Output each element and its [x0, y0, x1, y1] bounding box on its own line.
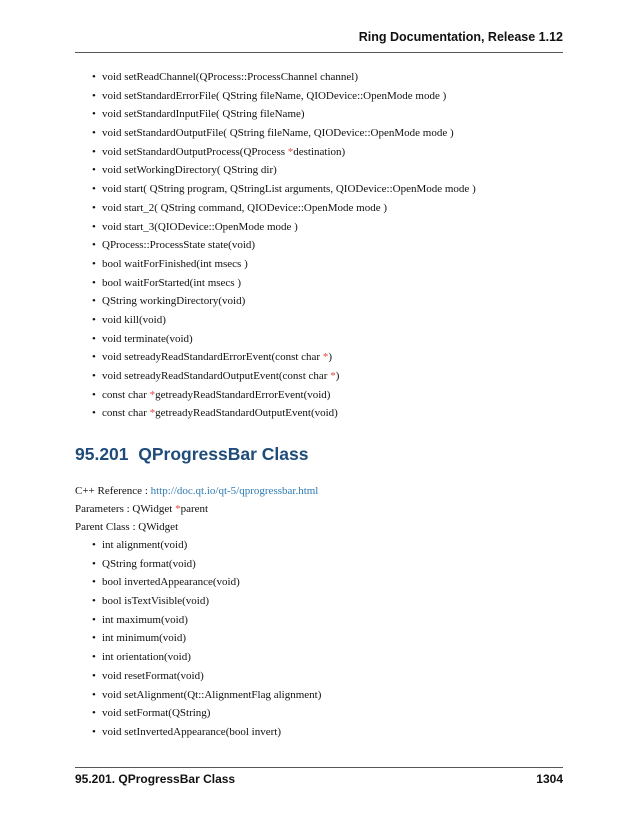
bullet-icon: • [92, 239, 96, 252]
list-item [92, 667, 321, 686]
bullet-icon: • [92, 557, 96, 570]
bullet-icon: • [92, 183, 96, 196]
header-divider [75, 52, 563, 53]
method-signature: void setInvertedAppearance(bool invert) [102, 725, 281, 738]
bullet-icon: • [92, 145, 96, 158]
method-signature: int maximum(void) [102, 613, 188, 626]
list-item [92, 686, 321, 705]
method-list-qprogressbar [92, 536, 321, 742]
list-item [92, 236, 476, 255]
bullet-icon: • [92, 220, 96, 233]
section-title-text: QProgressBar Class [138, 444, 309, 464]
method-signature-start: void setreadyReadStandardOutputEvent(const char [102, 370, 331, 382]
method-signature: bool invertedAppearance(void) [102, 576, 240, 589]
list-item [92, 124, 476, 143]
bullet-icon: • [92, 257, 96, 270]
list-item [92, 274, 476, 293]
list-item [92, 87, 476, 106]
list-item [92, 723, 321, 742]
bullet-icon: • [92, 576, 96, 589]
list-item [92, 330, 476, 349]
bullet-icon: • [92, 669, 96, 682]
section-heading [75, 444, 309, 465]
method-signature: void start_3(QIODevice::OpenMode mode ) [102, 220, 298, 233]
list-item [92, 68, 476, 87]
method-signature-start: void setreadyReadStandardErrorEvent(const char [102, 351, 323, 364]
method-signature-end: ) [335, 370, 340, 382]
list-item [92, 386, 476, 405]
method-signature: int minimum(void) [102, 632, 187, 645]
bullet-icon: • [92, 351, 96, 364]
list-item [92, 536, 321, 555]
list-item [92, 143, 476, 162]
method-signature-start: const char [102, 407, 150, 420]
bullet-icon: • [92, 276, 96, 289]
bullet-icon: • [92, 595, 96, 608]
method-signature: QString format(void) [102, 557, 196, 570]
method-signature: QProcess::ProcessState state(void) [102, 239, 256, 252]
bullet-icon: • [92, 71, 96, 83]
method-signature: void setStandardInputFile( QString fileName) [102, 108, 305, 121]
bullet-icon: • [92, 632, 96, 645]
method-signature: void resetFormat(void) [102, 669, 204, 682]
list-item [92, 292, 476, 311]
method-signature: void start( QString program, QStringList arguments, QIODevice::OpenMode mode ) [102, 183, 476, 196]
list-item [92, 555, 321, 574]
bullet-icon: • [92, 688, 96, 701]
pointer-star: * [330, 370, 336, 382]
bullet-icon: • [92, 539, 96, 551]
reference-label: C++ Reference : [75, 485, 151, 497]
pointer-star: * [175, 503, 181, 515]
list-item [92, 648, 321, 667]
list-item [92, 199, 476, 218]
reference-link[interactable]: http://doc.qt.io/qt-5/qprogressbar.html [150, 485, 319, 497]
method-signature: void kill(void) [102, 313, 166, 326]
method-signature: void start_2( QString command, QIODevice::OpenMode mode ) [102, 201, 388, 214]
bullet-icon: • [92, 707, 96, 720]
bullet-icon: • [92, 613, 96, 626]
method-signature: void setWorkingDirectory( QString dir) [102, 164, 277, 177]
list-item [92, 611, 321, 630]
method-signature: void terminate(void) [102, 332, 193, 345]
bullet-icon: • [92, 313, 96, 326]
method-signature: int orientation(void) [102, 651, 191, 664]
pointer-star: * [287, 145, 294, 158]
bullet-icon: • [92, 370, 96, 382]
method-signature: void setReadChannel(QProcess::ProcessChannel channel) [102, 71, 358, 83]
list-item [92, 255, 476, 274]
list-item [92, 629, 321, 648]
method-signature-end: destination) [293, 145, 346, 158]
method-signature-end: getreadyReadStandardOutputEvent(void) [155, 407, 338, 420]
bullet-icon: • [92, 89, 96, 102]
list-item [92, 311, 476, 330]
list-item [92, 218, 476, 237]
bullet-icon: • [92, 725, 96, 738]
footer-section-label: 95.201. QProgressBar Class [75, 772, 236, 786]
footer-page-number: 1304 [536, 772, 563, 786]
bullet-icon: • [92, 388, 96, 401]
method-signature: bool waitForFinished(int msecs ) [102, 257, 248, 270]
list-item [92, 161, 476, 180]
pointer-star: * [322, 351, 329, 364]
method-signature: void setAlignment(Qt::AlignmentFlag alignment) [102, 688, 322, 701]
method-signature-end: ) [328, 351, 333, 364]
method-signature-start: const char [102, 388, 150, 401]
method-list-qprocess [92, 68, 476, 423]
method-signature: QString workingDirectory(void) [102, 295, 246, 308]
running-header-title: Ring Documentation, Release 1.12 [358, 30, 563, 44]
list-item [92, 404, 476, 423]
cpp-reference-line [75, 483, 318, 499]
method-signature: void setStandardOutputFile( QString fileName, QIODevice::OpenMode mode ) [102, 127, 454, 140]
parameters-label: Parameters : QWidget [75, 503, 176, 515]
bullet-icon: • [92, 164, 96, 177]
list-item [92, 573, 321, 592]
method-signature: int alignment(void) [102, 539, 188, 551]
method-signature: bool waitForStarted(int msecs ) [102, 276, 242, 289]
list-item [92, 348, 476, 367]
list-item [92, 367, 476, 386]
bullet-icon: • [92, 332, 96, 345]
parent-class-line: Parent Class : QWidget [75, 521, 179, 533]
bullet-icon: • [92, 201, 96, 214]
parameters-line [75, 501, 208, 517]
pointer-star: * [149, 407, 156, 420]
bullet-icon: • [92, 407, 96, 420]
footer-divider [75, 767, 563, 768]
list-item [92, 704, 321, 723]
pointer-star: * [149, 388, 156, 401]
bullet-icon: • [92, 295, 96, 308]
method-signature-end: getreadyReadStandardErrorEvent(void) [155, 388, 331, 401]
method-signature: bool isTextVisible(void) [102, 595, 210, 608]
section-number: 95.201 [75, 444, 129, 464]
bullet-icon: • [92, 127, 96, 140]
list-item [92, 180, 476, 199]
method-signature: void setFormat(QString) [102, 707, 211, 720]
bullet-icon: • [92, 651, 96, 664]
parameters-name: parent [180, 503, 209, 515]
method-signature-start: void setStandardOutputProcess(QProcess [102, 145, 288, 158]
list-item [92, 592, 321, 611]
list-item [92, 105, 476, 124]
method-signature: void setStandardErrorFile( QString fileName, QIODevice::OpenMode mode ) [102, 89, 447, 102]
bullet-icon: • [92, 108, 96, 121]
